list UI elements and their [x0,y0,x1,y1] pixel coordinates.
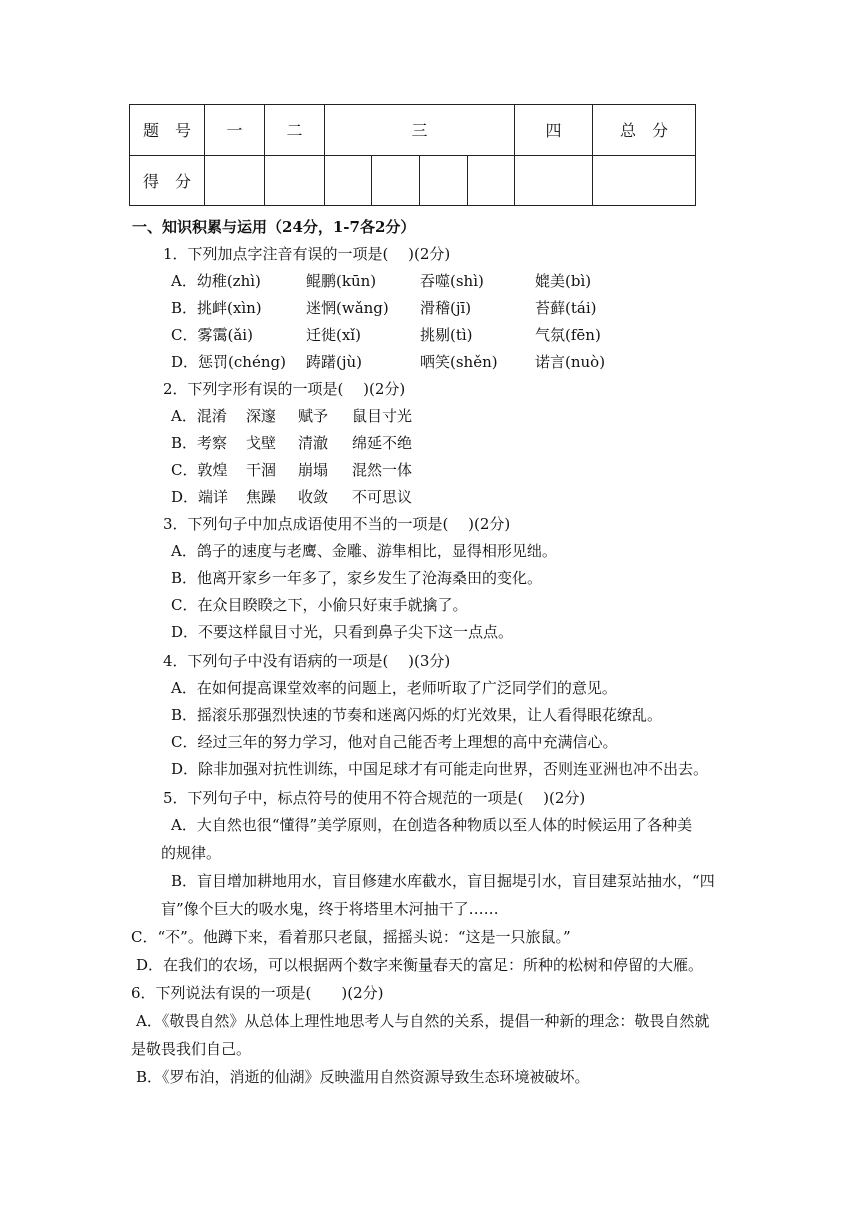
q5-option-a-line1: A．大自然也很“懂得”美学原则，在创造各种物质以至人体的时候运用了各种美 [171,816,693,834]
q1-option-b-3: 滑稽(jī) [420,299,472,317]
q1-option-a-2: 鲲鹏(kūn) [306,272,377,290]
q2-option-b-2: 戈壁 [246,434,277,452]
question-1-stem: 1．下列加点字注音有误的一项是( )(2分) [163,245,451,263]
q2-option-a-2: 深邃 [246,407,277,425]
header-cell-part4: 四 [515,105,593,156]
score-table-score-row [130,155,696,206]
q4-option-b: B．摇滚乐那强烈快速的节奏和迷离闪烁的灯光效果，让人看得眼花缭乱。 [171,706,663,724]
q2-option-d-1: D．端详 [171,488,229,506]
q2-option-c-2: 干涸 [246,461,277,479]
q1-option-d-4: 诺言(nuò) [535,353,606,371]
q3-option-c: C．在众目睽睽之下，小偷只好束手就擒了。 [171,596,468,614]
q1-option-b-2: 迷惘(wǎng) [306,299,389,317]
q2-option-a-1: A．混淆 [171,407,227,425]
q4-option-d: D．除非加强对抗性训练，中国足球才有可能走向世界，否则连亚洲也冲不出去。 [171,760,709,778]
q1-option-d-3: 哂笑(shěn) [420,353,498,371]
score-cell[interactable] [468,155,515,206]
q2-option-a-4: 鼠目寸光 [352,407,413,425]
q1-option-a-4: 媲美(bì) [535,272,592,290]
q5-option-d: D．在我们的农场，可以根据两个数字来衡量春天的富足：所种的松树和停留的大雁。 [136,956,704,974]
q5-option-b-line1: B．盲目增加耕地用水，盲目修建水库截水，盲目掘堤引水，盲目建泵站抽水，“四 [171,872,715,890]
q6-option-b: B．《罗布泊，消逝的仙湖》反映滥用自然资源导致生态环境被破坏。 [136,1068,590,1086]
q1-option-c-4: 气氛(fēn) [535,326,601,344]
q1-option-a-1: A．幼稚(zhì) [171,272,261,290]
q1-option-b-4: 苔藓(tái) [535,299,597,317]
score-cell[interactable] [325,155,372,206]
q2-option-c-3: 崩塌 [298,461,329,479]
q1-option-c-1: C．雾霭(ǎi) [171,326,253,344]
score-cell[interactable] [372,155,420,206]
question-5-stem: 5．下列句子中，标点符号的使用不符合规范的一项是( )(2分) [163,789,586,807]
q2-option-a-3: 赋予 [298,407,329,425]
header-cell-part3: 三 [325,105,515,156]
header-cell-number: 题 号 [130,105,205,156]
q5-option-b-line2: 盲”像个巨大的吸水鬼，终于将塔里木河抽干了…… [161,900,499,918]
question-3-stem: 3．下列句子中加点成语使用不当的一项是( )(2分) [163,515,511,533]
q4-option-c: C．经过三年的努力学习，他对自己能否考上理想的高中充满信心。 [171,733,618,751]
score-cell[interactable] [420,155,468,206]
header-cell-part1: 一 [205,105,265,156]
q3-option-d: D．不要这样鼠目寸光，只看到鼻子尖下这一点点。 [171,623,514,641]
question-6-stem: 6．下列说法有误的一项是( )(2分) [131,984,384,1002]
q2-option-d-2: 焦躁 [246,488,277,506]
score-cell[interactable] [593,155,696,206]
question-2-stem: 2．下列字形有误的一项是( )(2分) [163,380,406,398]
header-cell-total: 总 分 [593,105,696,156]
q5-option-a-line2: 的规律。 [161,844,222,862]
q2-option-d-3: 收敛 [298,488,329,506]
q2-option-b-3: 清澈 [298,434,329,452]
q1-option-d-1: D．惩罚(chéng) [171,353,286,371]
q1-option-c-3: 挑剔(tì) [420,326,473,344]
q4-option-a: A．在如何提高课堂效率的问题上，老师听取了广泛同学们的意见。 [171,679,617,697]
q2-option-c-1: C．敦煌 [171,461,228,479]
q2-option-b-4: 绵延不绝 [352,434,413,452]
section-title: 一、知识积累与运用（24分，1-7各2分） [132,218,416,236]
q2-option-d-4: 不可思议 [352,488,413,506]
score-table [129,104,696,206]
score-row-label: 得 分 [130,155,205,206]
q6-option-a-line1: A．《敬畏自然》从总体上理性地思考人与自然的关系，提倡一种新的理念：敬畏自然就 [136,1012,710,1030]
score-cell[interactable] [265,155,325,206]
q1-option-b-1: B．挑衅(xìn) [171,299,262,317]
score-cell[interactable] [205,155,265,206]
header-cell-part2: 二 [265,105,325,156]
q2-option-b-1: B．考察 [171,434,228,452]
q1-option-c-2: 迁徙(xǐ) [306,326,361,344]
q2-option-c-4: 混然一体 [352,461,413,479]
q3-option-a: A．鸽子的速度与老鹰、金雕、游隼相比，显得相形见绌。 [171,542,557,560]
q1-option-d-2: 踌躇(jù) [306,353,363,371]
score-cell[interactable] [515,155,593,206]
question-4-stem: 4．下列句子中没有语病的一项是( )(3分) [163,652,451,670]
q5-option-c: C．“不”。他蹲下来，看着那只老鼠，摇摇头说：“这是一只旅鼠。” [131,928,571,946]
score-table-header-row [130,105,696,156]
q1-option-a-3: 吞噬(shì) [420,272,484,290]
q3-option-b: B．他离开家乡一年多了，家乡发生了沧海桑田的变化。 [171,569,543,587]
q6-option-a-line2: 是敬畏我们自己。 [131,1040,252,1058]
